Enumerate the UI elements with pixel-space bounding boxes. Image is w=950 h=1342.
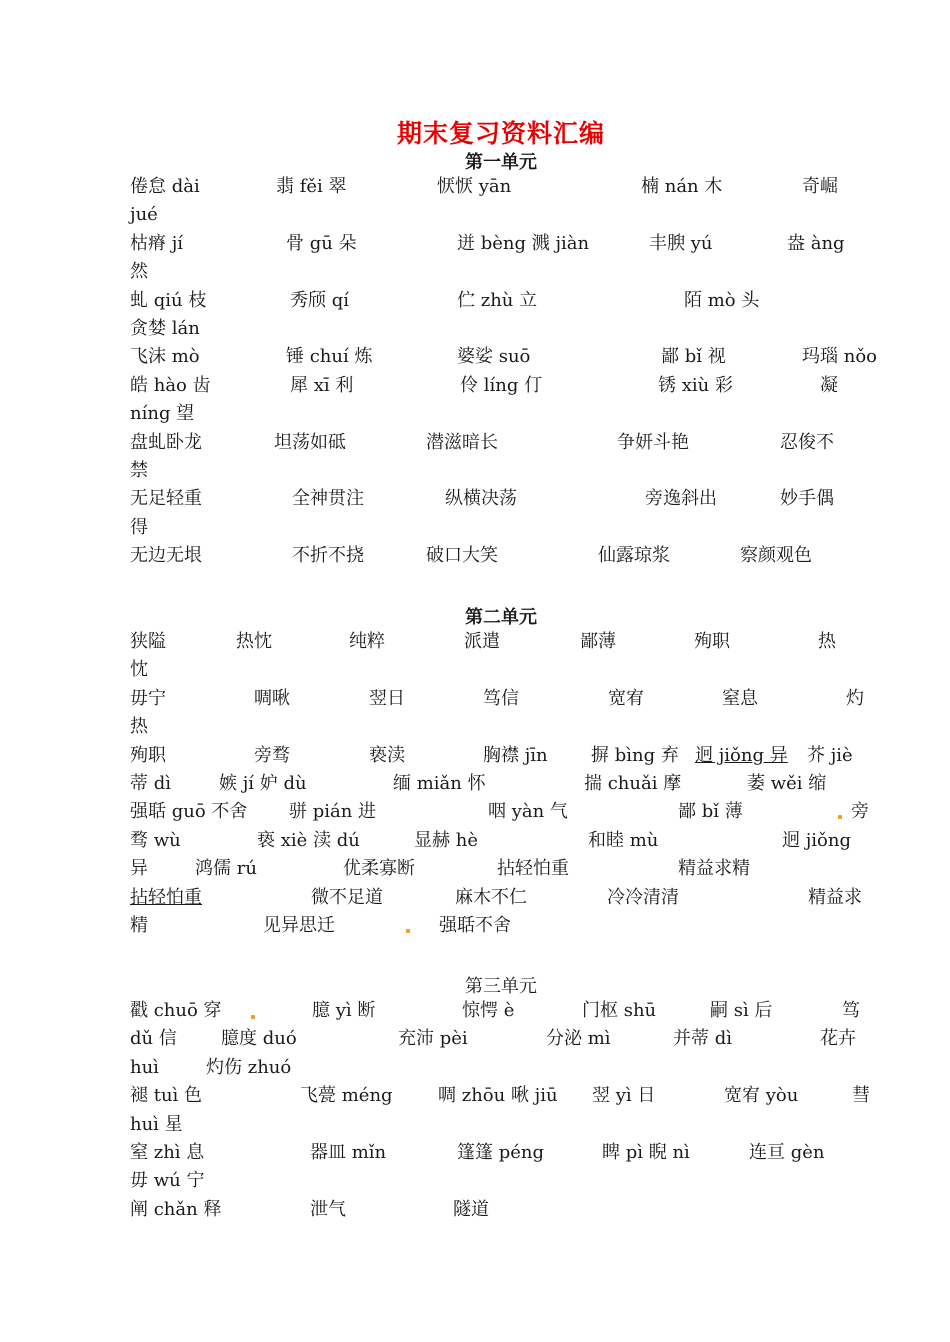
vocab-entry: 盘虬卧龙 [130, 431, 202, 453]
vocab-entry: 忍俊不 [780, 431, 834, 453]
vocab-entry: 笃信 [483, 687, 519, 709]
vocab-entry: 啁啾 [254, 687, 290, 709]
vocab-entry: 啁 zhōu 啾 jiū [438, 1085, 558, 1107]
unit-heading: 第一单元 [465, 152, 537, 173]
vocab-entry: 狭隘 [130, 631, 166, 652]
vocab-entry: 宽宥 yòu [724, 1085, 799, 1107]
vocab-entry: 嫉 jí 妒 dù [219, 773, 307, 794]
vocab-entry: 亵 xiè 渎 dú [257, 829, 360, 851]
vocab-entry: 伫 zhù 立 [457, 289, 538, 311]
vocab-entry: 迥 jiǒng [782, 829, 852, 851]
vocab-entry: 异 [130, 858, 148, 880]
vocab-entry: huì [130, 1056, 159, 1078]
emphasis-marker [406, 929, 410, 933]
vocab-entry: 争妍斗艳 [617, 431, 689, 453]
vocab-entry: 咽 yàn 气 [488, 801, 568, 823]
emphasis-marker [251, 1015, 255, 1019]
vocab-entry: jué [130, 204, 158, 226]
document-title: 期末复习资料汇编 [396, 119, 605, 148]
vocab-entry: 凝 [820, 374, 838, 396]
vocab-entry: 伶 líng 仃 [460, 374, 543, 396]
vocab-entry: 枯瘠 jí [130, 232, 184, 254]
vocab-entry: 忱 [130, 659, 148, 681]
vocab-entry: 宽宥 [608, 687, 644, 709]
vocab-entry: 灼 [846, 687, 864, 709]
vocab-entry: 强聒不舍 [439, 915, 511, 936]
vocab-entry: 惊愕 è [462, 1000, 515, 1021]
emphasis-marker [838, 815, 842, 819]
vocab-entry: 骈 pián 进 [289, 801, 377, 823]
vocab-entry: 纵横决荡 [445, 488, 517, 510]
vocab-entry: 精 [130, 915, 148, 936]
vocab-entry: 派遣 [464, 631, 500, 652]
vocab-entry: 臆 yì 断 [312, 1000, 376, 1021]
vocab-entry: 精益求精 [678, 858, 750, 880]
unit-heading: 第二单元 [465, 607, 537, 628]
vocab-entry: 拈轻怕重 [130, 886, 202, 908]
vocab-entry: 鸿儒 rú [195, 858, 257, 880]
vocab-entry: 优柔寡断 [343, 858, 415, 880]
vocab-entry: 殉职 [694, 631, 730, 652]
vocab-entry: 并蒂 dì [673, 1028, 733, 1050]
vocab-entry: 麻木不仁 [455, 886, 527, 908]
vocab-entry: 臆度 duó [221, 1028, 297, 1050]
vocab-entry: 热 [130, 716, 148, 738]
vocab-entry: 微不足道 [311, 886, 383, 908]
vocab-entry: 秀颀 qí [290, 289, 350, 311]
vocab-entry: 贪婪 lán [130, 318, 200, 339]
vocab-entry: 拈轻怕重 [497, 858, 569, 880]
vocab-entry: 婆娑 suō [457, 346, 531, 368]
vocab-entry: 皓 hào 齿 [130, 374, 211, 396]
vocab-entry: 彗 [852, 1085, 870, 1107]
vocab-entry: 戳 chuō 穿 [130, 1000, 222, 1021]
vocab-entry: huì 星 [130, 1113, 183, 1135]
vocab-entry: 器皿 mǐn [310, 1142, 387, 1163]
vocab-entry: 门枢 shū [582, 1000, 657, 1021]
vocab-entry: 见异思迁 [263, 915, 335, 936]
vocab-entry: 毋 wú 宁 [130, 1170, 205, 1192]
vocab-entry: 萎 wěi 缩 [747, 773, 827, 794]
vocab-entry: 仙露琼浆 [598, 545, 670, 567]
vocab-entry: 犀 xī 利 [290, 374, 354, 396]
vocab-entry: 褪 tuì 色 [130, 1085, 203, 1107]
vocab-entry: 迸 bèng 溅 jiàn [457, 232, 590, 254]
vocab-entry: 篷篷 péng [457, 1142, 545, 1163]
vocab-entry: níng 望 [130, 403, 195, 425]
vocab-entry: 不折不挠 [292, 545, 364, 567]
vocab-entry: 倦怠 dài [130, 176, 200, 197]
vocab-entry: 翌 yì 日 [592, 1085, 656, 1107]
vocab-entry: 摒 bìng 弃 [591, 744, 679, 766]
vocab-entry: 缅 miǎn 怀 [393, 773, 486, 794]
vocab-entry: 充沛 pèi [398, 1028, 468, 1050]
vocab-entry: 虬 qiú 枝 [130, 289, 207, 311]
vocab-entry: 全神贯注 [292, 488, 364, 510]
vocab-entry: 旁骛 [254, 744, 290, 766]
vocab-entry: 连亘 gèn [749, 1142, 825, 1163]
vocab-entry: 破口大笑 [426, 545, 498, 567]
vocab-entry: 揣 chuǎi 摩 [584, 773, 682, 794]
vocab-entry: 纯粹 [349, 631, 385, 652]
unit-heading: 第三单元 [465, 976, 537, 997]
vocab-entry: 丰腴 yú [649, 232, 713, 254]
vocab-entry: 窒息 [722, 687, 758, 709]
vocab-entry: 精益求 [808, 886, 862, 908]
vocab-entry: 显赫 hè [414, 829, 478, 851]
vocab-entry: 亵渎 [369, 744, 405, 766]
vocab-entry: 冷冷清清 [607, 886, 679, 908]
vocab-entry: 阐 chǎn 释 [130, 1198, 222, 1220]
vocab-entry: 飞沫 mò [130, 346, 200, 368]
vocab-entry: 泄气 [310, 1198, 346, 1220]
vocab-entry: 骛 wù [130, 829, 181, 851]
vocab-entry: 热忱 [236, 631, 272, 652]
vocab-entry: dǔ 信 [130, 1028, 177, 1050]
vocab-entry: 楠 nán 木 [641, 176, 723, 197]
vocab-entry: 蒂 dì [130, 773, 172, 794]
vocab-entry: 胸襟 jīn [483, 744, 548, 766]
vocab-entry: 鄙 bǐ 视 [661, 346, 726, 368]
vocab-entry: 旁 [851, 801, 869, 823]
vocab-entry: 锤 chuí 炼 [286, 346, 373, 368]
vocab-entry: 旁逸斜出 [645, 488, 717, 510]
vocab-entry: 潜滋暗长 [426, 431, 498, 453]
vocab-entry: 无边无垠 [130, 545, 202, 567]
vocab-entry: 笃 [842, 1000, 860, 1021]
vocab-entry: 毋宁 [130, 687, 166, 709]
vocab-entry: 殉职 [130, 744, 166, 766]
vocab-entry: 翡 fěi 翠 [276, 176, 347, 197]
vocab-entry: 锈 xiù 彩 [658, 374, 733, 396]
vocab-entry: 坦荡如砥 [274, 431, 346, 453]
vocab-entry: 奇崛 [802, 176, 838, 197]
vocab-entry: 迥 jiǒng 异 [695, 744, 788, 766]
vocab-entry: 和睦 mù [588, 829, 659, 851]
vocab-entry: 陌 mò 头 [684, 289, 760, 311]
vocab-entry: 翌日 [369, 687, 405, 709]
vocab-entry: 无足轻重 [130, 488, 202, 510]
vocab-entry: 鄙 bǐ 薄 [678, 801, 743, 823]
vocab-entry: 玛瑙 nǒo [802, 346, 877, 368]
vocab-entry: 灼伤 zhuó [206, 1056, 292, 1078]
vocab-entry: 禁 [130, 460, 148, 481]
vocab-entry: 得 [130, 516, 148, 538]
vocab-entry: 分泌 mì [546, 1028, 611, 1050]
vocab-entry: 热 [818, 631, 836, 652]
vocab-entry: 强聒 guō 不舍 [130, 801, 248, 823]
vocab-entry: 然 [130, 261, 148, 283]
vocab-entry: 飞甍 méng [300, 1085, 393, 1107]
vocab-entry: 察颜观色 [740, 545, 812, 567]
vocab-entry: 隧道 [453, 1198, 489, 1220]
vocab-entry: 芥 jiè [807, 744, 853, 766]
vocab-entry: 窒 zhì 息 [130, 1142, 205, 1163]
vocab-entry: 睥 pì 睨 nì [602, 1142, 690, 1163]
vocab-entry: 盎 àng [787, 232, 845, 254]
vocab-entry: 花卉 [820, 1028, 856, 1050]
vocab-entry: 鄙薄 [580, 631, 616, 652]
vocab-entry: 恹恹 yān [437, 176, 512, 197]
vocab-entry: 骨 gū 朵 [286, 232, 357, 254]
vocab-entry: 妙手偶 [780, 488, 834, 510]
vocab-entry: 嗣 sì 后 [710, 1000, 773, 1021]
